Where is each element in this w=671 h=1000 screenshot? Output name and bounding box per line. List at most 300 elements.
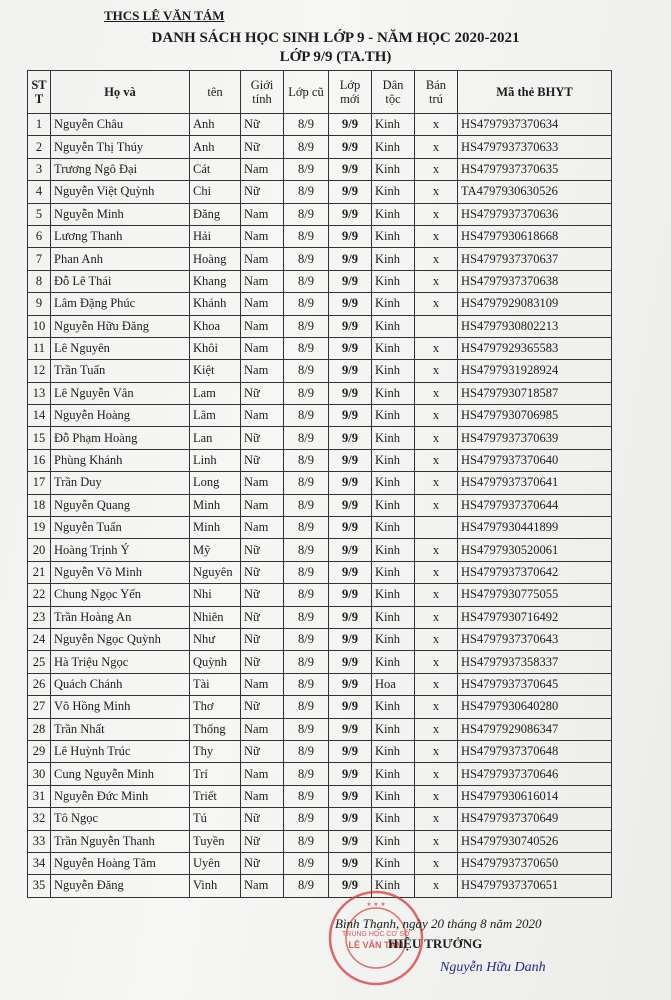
col-bhyt: Mã thẻ BHYT <box>458 71 612 114</box>
cell-stt: 14 <box>28 405 51 427</box>
cell-dan-toc: Kinh <box>372 606 415 628</box>
cell-ten: Trí <box>190 763 241 785</box>
cell-gioi-tinh: Nam <box>241 785 284 807</box>
cell-ho: Quách Chánh <box>51 673 190 695</box>
cell-ho: Lê Huỳnh Trúc <box>51 740 190 762</box>
cell-bhyt: HS4797930716492 <box>458 606 612 628</box>
cell-ho: Nguyễn Minh <box>51 203 190 225</box>
col-lop-cu: Lớp cũ <box>284 71 329 114</box>
cell-lop-moi: 9/9 <box>329 561 372 583</box>
cell-ho: Trần Duy <box>51 472 190 494</box>
table-row <box>28 673 612 695</box>
table-row <box>28 382 612 404</box>
cell-stt: 4 <box>28 181 51 203</box>
cell-stt: 33 <box>28 830 51 852</box>
cell-dan-toc: Kinh <box>372 181 415 203</box>
cell-gioi-tinh: Nam <box>241 270 284 292</box>
table-row <box>28 181 612 203</box>
table-row <box>28 517 612 539</box>
cell-lop-cu: 8/9 <box>284 561 329 583</box>
cell-stt: 30 <box>28 763 51 785</box>
place-date: Bình Thạnh, ngày 20 tháng 8 năm 2020 <box>335 916 542 931</box>
cell-lop-cu: 8/9 <box>284 875 329 897</box>
cell-stt: 9 <box>28 293 51 315</box>
cell-stt: 10 <box>28 315 51 337</box>
cell-gioi-tinh: Nữ <box>241 830 284 852</box>
cell-bhyt: HS4797937370649 <box>458 808 612 830</box>
student-table <box>27 70 612 898</box>
cell-dan-toc: Kinh <box>372 584 415 606</box>
cell-dan-toc: Kinh <box>372 494 415 516</box>
table-row <box>28 158 612 180</box>
cell-gioi-tinh: Nam <box>241 405 284 427</box>
cell-dan-toc: Kinh <box>372 248 415 270</box>
cell-lop-cu: 8/9 <box>284 405 329 427</box>
cell-lop-cu: 8/9 <box>284 427 329 449</box>
cell-ban-tru: x <box>415 561 458 583</box>
cell-lop-moi: 9/9 <box>329 696 372 718</box>
cell-dan-toc: Kinh <box>372 718 415 740</box>
cell-gioi-tinh: Nữ <box>241 449 284 471</box>
cell-stt: 27 <box>28 696 51 718</box>
cell-ban-tru: x <box>415 427 458 449</box>
cell-ten: Hải <box>190 225 241 247</box>
cell-ten: Tú <box>190 808 241 830</box>
cell-stt: 22 <box>28 584 51 606</box>
cell-stt: 32 <box>28 808 51 830</box>
cell-bhyt: HS4797937370640 <box>458 449 612 471</box>
table-row <box>28 248 612 270</box>
cell-lop-moi: 9/9 <box>329 315 372 337</box>
cell-stt: 17 <box>28 472 51 494</box>
cell-ho: Lương Thanh <box>51 225 190 247</box>
cell-ten: Khôi <box>190 337 241 359</box>
cell-ban-tru: x <box>415 114 458 136</box>
table-row <box>28 763 612 785</box>
cell-gioi-tinh: Nam <box>241 517 284 539</box>
cell-dan-toc: Kinh <box>372 270 415 292</box>
col-ho: Họ và <box>51 71 190 114</box>
cell-ten: Nhiên <box>190 606 241 628</box>
cell-lop-cu: 8/9 <box>284 337 329 359</box>
cell-ten: Thơ <box>190 696 241 718</box>
cell-lop-cu: 8/9 <box>284 360 329 382</box>
cell-lop-moi: 9/9 <box>329 136 372 158</box>
cell-ho: Nguyễn Việt Quỳnh <box>51 181 190 203</box>
cell-bhyt: HS4797937370643 <box>458 628 612 650</box>
cell-ten: Quỳnh <box>190 651 241 673</box>
cell-lop-moi: 9/9 <box>329 449 372 471</box>
cell-ten: Minh <box>190 494 241 516</box>
cell-lop-cu: 8/9 <box>284 293 329 315</box>
cell-ban-tru: x <box>415 808 458 830</box>
cell-gioi-tinh: Nam <box>241 718 284 740</box>
cell-lop-cu: 8/9 <box>284 584 329 606</box>
cell-ten: Anh <box>190 114 241 136</box>
cell-ban-tru: x <box>415 785 458 807</box>
cell-bhyt: HS4797931928924 <box>458 360 612 382</box>
cell-lop-cu: 8/9 <box>284 472 329 494</box>
cell-ho: Nguyễn Ngọc Quỳnh <box>51 628 190 650</box>
col-ten: tên <box>190 71 241 114</box>
cell-lop-moi: 9/9 <box>329 293 372 315</box>
cell-lop-cu: 8/9 <box>284 718 329 740</box>
cell-ten: Lam <box>190 382 241 404</box>
cell-ban-tru: x <box>415 651 458 673</box>
cell-lop-moi: 9/9 <box>329 427 372 449</box>
col-stt: ST T <box>28 71 51 114</box>
cell-ten: Tuyền <box>190 830 241 852</box>
cell-lop-cu: 8/9 <box>284 114 329 136</box>
school-name: THCS LÊ VĂN TÁM <box>104 8 225 23</box>
cell-lop-moi: 9/9 <box>329 248 372 270</box>
cell-ho: Chung Ngọc Yến <box>51 584 190 606</box>
cell-dan-toc: Kinh <box>372 427 415 449</box>
cell-ban-tru: x <box>415 830 458 852</box>
cell-stt: 13 <box>28 382 51 404</box>
cell-ho: Nguyễn Đăng <box>51 875 190 897</box>
table-row <box>28 293 612 315</box>
cell-dan-toc: Kinh <box>372 293 415 315</box>
cell-bhyt: HS4797930616014 <box>458 785 612 807</box>
cell-lop-cu: 8/9 <box>284 852 329 874</box>
cell-gioi-tinh: Nữ <box>241 136 284 158</box>
cell-lop-cu: 8/9 <box>284 785 329 807</box>
cell-gioi-tinh: Nữ <box>241 427 284 449</box>
cell-ban-tru: x <box>415 293 458 315</box>
cell-ho: Phan Anh <box>51 248 190 270</box>
cell-bhyt: HS4797930640280 <box>458 696 612 718</box>
cell-ban-tru: x <box>415 606 458 628</box>
cell-bhyt: HS4797930706985 <box>458 405 612 427</box>
signer-position: HIỆU TRƯỞNG <box>388 936 483 951</box>
cell-bhyt: HS4797937370637 <box>458 248 612 270</box>
table-row <box>28 606 612 628</box>
cell-bhyt: HS4797937370646 <box>458 763 612 785</box>
table-row <box>28 584 612 606</box>
cell-stt: 16 <box>28 449 51 471</box>
table-row <box>28 628 612 650</box>
cell-dan-toc: Kinh <box>372 337 415 359</box>
cell-ten: Uyên <box>190 852 241 874</box>
cell-gioi-tinh: Nam <box>241 315 284 337</box>
cell-gioi-tinh: Nam <box>241 203 284 225</box>
cell-dan-toc: Kinh <box>372 315 415 337</box>
table-row <box>28 494 612 516</box>
cell-ten: Tài <box>190 673 241 695</box>
cell-ten: Nhi <box>190 584 241 606</box>
cell-bhyt: HS4797930520061 <box>458 539 612 561</box>
cell-ban-tru: x <box>415 584 458 606</box>
cell-bhyt: HS4797929083109 <box>458 293 612 315</box>
cell-ban-tru: x <box>415 181 458 203</box>
cell-dan-toc: Kinh <box>372 875 415 897</box>
cell-gioi-tinh: Nữ <box>241 181 284 203</box>
cell-bhyt: HS4797937370634 <box>458 114 612 136</box>
table-row <box>28 472 612 494</box>
cell-lop-cu: 8/9 <box>284 651 329 673</box>
cell-ban-tru: x <box>415 875 458 897</box>
table-row <box>28 449 612 471</box>
cell-bhyt: HS4797937370635 <box>458 158 612 180</box>
cell-gioi-tinh: Nữ <box>241 606 284 628</box>
cell-ho: Nguyễn Thị Thúy <box>51 136 190 158</box>
cell-dan-toc: Kinh <box>372 763 415 785</box>
cell-dan-toc: Kinh <box>372 382 415 404</box>
cell-dan-toc: Kinh <box>372 203 415 225</box>
cell-stt: 3 <box>28 158 51 180</box>
cell-lop-moi: 9/9 <box>329 673 372 695</box>
table-row <box>28 203 612 225</box>
cell-bhyt: HS4797937370651 <box>458 875 612 897</box>
cell-ho: Nguyễn Châu <box>51 114 190 136</box>
cell-ban-tru: x <box>415 673 458 695</box>
cell-gioi-tinh: Nữ <box>241 382 284 404</box>
cell-gioi-tinh: Nữ <box>241 539 284 561</box>
table-row <box>28 830 612 852</box>
cell-stt: 12 <box>28 360 51 382</box>
cell-ban-tru: x <box>415 203 458 225</box>
cell-ho: Lê Nguyễn Vân <box>51 382 190 404</box>
cell-ho: Nguyễn Hoàng Tâm <box>51 852 190 874</box>
cell-ban-tru: x <box>415 270 458 292</box>
cell-ban-tru: x <box>415 337 458 359</box>
cell-lop-cu: 8/9 <box>284 181 329 203</box>
cell-ho: Cung Nguyễn Minh <box>51 763 190 785</box>
table-row <box>28 315 612 337</box>
cell-stt: 20 <box>28 539 51 561</box>
cell-ten: Đăng <box>190 203 241 225</box>
table-row <box>28 718 612 740</box>
cell-lop-moi: 9/9 <box>329 830 372 852</box>
cell-dan-toc: Kinh <box>372 561 415 583</box>
cell-ho: Nguyễn Quang <box>51 494 190 516</box>
cell-ten: Hoàng <box>190 248 241 270</box>
cell-ten: Thống <box>190 718 241 740</box>
cell-stt: 11 <box>28 337 51 359</box>
cell-ten: Kiệt <box>190 360 241 382</box>
cell-ban-tru: x <box>415 718 458 740</box>
col-ban-tru: Bán trú <box>415 71 458 114</box>
cell-lop-moi: 9/9 <box>329 852 372 874</box>
cell-bhyt: HS4797930740526 <box>458 830 612 852</box>
cell-gioi-tinh: Nam <box>241 763 284 785</box>
cell-lop-cu: 8/9 <box>284 517 329 539</box>
cell-ho: Trần Tuấn <box>51 360 190 382</box>
cell-ban-tru: x <box>415 136 458 158</box>
cell-dan-toc: Kinh <box>372 785 415 807</box>
cell-ban-tru: x <box>415 740 458 762</box>
cell-gioi-tinh: Nữ <box>241 696 284 718</box>
cell-ho: Nguyễn Tuấn <box>51 517 190 539</box>
cell-dan-toc: Kinh <box>372 740 415 762</box>
cell-gioi-tinh: Nữ <box>241 651 284 673</box>
col-lop-moi: Lớp mới <box>329 71 372 114</box>
cell-lop-moi: 9/9 <box>329 472 372 494</box>
cell-stt: 2 <box>28 136 51 158</box>
class-subtitle: LỚP 9/9 (TA.TH) <box>279 49 392 65</box>
table-row <box>28 427 612 449</box>
cell-dan-toc: Kinh <box>372 852 415 874</box>
cell-ten: Triết <box>190 785 241 807</box>
cell-bhyt: HS4797930618668 <box>458 225 612 247</box>
cell-bhyt: HS4797930441899 <box>458 517 612 539</box>
cell-lop-moi: 9/9 <box>329 337 372 359</box>
signer-name: Nguyễn Hữu Danh <box>440 960 546 975</box>
cell-ho: Trần Nhất <box>51 718 190 740</box>
cell-ho: Nguyễn Võ Minh <box>51 561 190 583</box>
cell-dan-toc: Kinh <box>372 808 415 830</box>
cell-ten: Lan <box>190 427 241 449</box>
cell-ho: Tô Ngọc <box>51 808 190 830</box>
cell-ten: Thy <box>190 740 241 762</box>
document-title: DANH SÁCH HỌC SINH LỚP 9 - NĂM HỌC 2020-2021 <box>151 30 520 46</box>
cell-ho: Nguyễn Đức Minh <box>51 785 190 807</box>
cell-ten: Lâm <box>190 405 241 427</box>
cell-bhyt: HS4797929365583 <box>458 337 612 359</box>
cell-lop-moi: 9/9 <box>329 203 372 225</box>
cell-ten: Khang <box>190 270 241 292</box>
cell-dan-toc: Kinh <box>372 472 415 494</box>
cell-ten: Anh <box>190 136 241 158</box>
cell-ho: Lâm Đặng Phúc <box>51 293 190 315</box>
cell-lop-moi: 9/9 <box>329 628 372 650</box>
cell-ten: Mỹ <box>190 539 241 561</box>
cell-stt: 26 <box>28 673 51 695</box>
cell-gioi-tinh: Nữ <box>241 628 284 650</box>
cell-lop-moi: 9/9 <box>329 763 372 785</box>
cell-stt: 31 <box>28 785 51 807</box>
cell-ban-tru: x <box>415 360 458 382</box>
cell-gioi-tinh: Nam <box>241 673 284 695</box>
cell-dan-toc: Kinh <box>372 136 415 158</box>
cell-stt: 34 <box>28 852 51 874</box>
cell-bhyt: HS4797937370638 <box>458 270 612 292</box>
cell-ban-tru: x <box>415 763 458 785</box>
cell-lop-moi: 9/9 <box>329 158 372 180</box>
cell-stt: 35 <box>28 875 51 897</box>
cell-ban-tru: x <box>415 225 458 247</box>
cell-lop-cu: 8/9 <box>284 315 329 337</box>
cell-gioi-tinh: Nam <box>241 337 284 359</box>
cell-ho: Phùng Khánh <box>51 449 190 471</box>
cell-lop-moi: 9/9 <box>329 740 372 762</box>
cell-lop-moi: 9/9 <box>329 606 372 628</box>
cell-stt: 24 <box>28 628 51 650</box>
cell-ho: Nguyễn Hữu Đăng <box>51 315 190 337</box>
cell-bhyt: HS4797937370639 <box>458 427 612 449</box>
cell-dan-toc: Kinh <box>372 830 415 852</box>
cell-ten: Linh <box>190 449 241 471</box>
cell-lop-moi: 9/9 <box>329 808 372 830</box>
cell-ho: Trần Nguyễn Thanh <box>51 830 190 852</box>
table-row <box>28 808 612 830</box>
cell-lop-moi: 9/9 <box>329 225 372 247</box>
table-row <box>28 785 612 807</box>
cell-ten: Khoa <box>190 315 241 337</box>
cell-ho: Đỗ Lê Thái <box>51 270 190 292</box>
cell-ban-tru: x <box>415 628 458 650</box>
table-row <box>28 405 612 427</box>
cell-dan-toc: Kinh <box>372 225 415 247</box>
cell-bhyt: HS4797937358337 <box>458 651 612 673</box>
table-row <box>28 114 612 136</box>
cell-gioi-tinh: Nữ <box>241 114 284 136</box>
cell-dan-toc: Hoa <box>372 673 415 695</box>
cell-ten: Như <box>190 628 241 650</box>
cell-lop-cu: 8/9 <box>284 494 329 516</box>
table-row <box>28 740 612 762</box>
cell-stt: 23 <box>28 606 51 628</box>
cell-ban-tru: x <box>415 696 458 718</box>
cell-bhyt: HS4797937370642 <box>458 561 612 583</box>
table-row <box>28 696 612 718</box>
cell-gioi-tinh: Nam <box>241 225 284 247</box>
cell-lop-cu: 8/9 <box>284 539 329 561</box>
svg-text:TRUNG HỌC CƠ SỞ: TRUNG HỌC CƠ SỞ <box>341 931 411 938</box>
cell-lop-cu: 8/9 <box>284 248 329 270</box>
cell-lop-cu: 8/9 <box>284 203 329 225</box>
cell-gioi-tinh: Nam <box>241 248 284 270</box>
cell-bhyt: TA4797930630526 <box>458 181 612 203</box>
cell-lop-moi: 9/9 <box>329 360 372 382</box>
cell-stt: 6 <box>28 225 51 247</box>
cell-ten: Long <box>190 472 241 494</box>
cell-ho: Đỗ Phạm Hoàng <box>51 427 190 449</box>
table-row <box>28 225 612 247</box>
cell-stt: 15 <box>28 427 51 449</box>
cell-ho: Võ Hồng Minh <box>51 696 190 718</box>
cell-ban-tru: x <box>415 405 458 427</box>
cell-ho: Hoàng Trịnh Ý <box>51 539 190 561</box>
cell-gioi-tinh: Nam <box>241 875 284 897</box>
cell-lop-moi: 9/9 <box>329 517 372 539</box>
cell-ten: Vinh <box>190 875 241 897</box>
cell-ban-tru: x <box>415 248 458 270</box>
cell-bhyt: HS4797937370645 <box>458 673 612 695</box>
cell-ban-tru: x <box>415 494 458 516</box>
cell-lop-moi: 9/9 <box>329 718 372 740</box>
cell-stt: 28 <box>28 718 51 740</box>
cell-lop-moi: 9/9 <box>329 785 372 807</box>
cell-lop-moi: 9/9 <box>329 270 372 292</box>
cell-stt: 21 <box>28 561 51 583</box>
cell-lop-cu: 8/9 <box>284 136 329 158</box>
cell-stt: 7 <box>28 248 51 270</box>
cell-ban-tru: x <box>415 382 458 404</box>
cell-gioi-tinh: Nữ <box>241 852 284 874</box>
cell-lop-cu: 8/9 <box>284 808 329 830</box>
cell-dan-toc: Kinh <box>372 449 415 471</box>
cell-lop-moi: 9/9 <box>329 539 372 561</box>
cell-ten: Cát <box>190 158 241 180</box>
cell-bhyt: HS4797930775055 <box>458 584 612 606</box>
cell-stt: 8 <box>28 270 51 292</box>
cell-stt: 19 <box>28 517 51 539</box>
table-row <box>28 337 612 359</box>
cell-dan-toc: Kinh <box>372 405 415 427</box>
cell-lop-cu: 8/9 <box>284 673 329 695</box>
cell-lop-cu: 8/9 <box>284 449 329 471</box>
cell-stt: 18 <box>28 494 51 516</box>
cell-ban-tru <box>415 517 458 539</box>
cell-lop-cu: 8/9 <box>284 158 329 180</box>
table-header-row <box>28 71 612 114</box>
cell-ban-tru <box>415 315 458 337</box>
cell-ten: Minh <box>190 517 241 539</box>
cell-lop-cu: 8/9 <box>284 382 329 404</box>
cell-lop-cu: 8/9 <box>284 696 329 718</box>
